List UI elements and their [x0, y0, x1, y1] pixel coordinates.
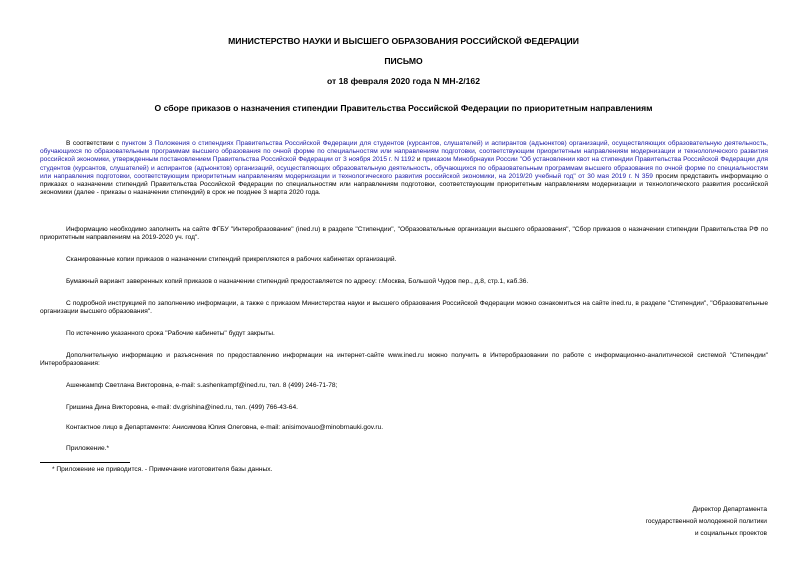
order-link[interactable]: приказом Минобрнауки России "Об установлении квот на стипендии Правительства Российской Федерации для студентов (курсантов, слушателей) и аспирантов (адъюнктов) организаций, осуществляющих образовательную деятельность, обучающихся по образовательным программам высшего образования по очной форме по специальностям или направления подготовки, соответствующим приоритетным направлениям модернизации и технологического развития российской экономики, на 2019/20 учебный год" от 30 мая 2019 г. N 359	[40, 156, 768, 180]
paragraph-5: С подробной инструкцией по заполнению информации, а также с приказом Министерства науки и высшего образования Российской Федерации можно ознакомиться на сайте ined.ru, в разделе "Стипендии", "Образовательные организации высшего образования".	[40, 300, 768, 316]
paragraph-6: По истечению указанного срока "Рабочие кабинеты" будут закрыты.	[66, 330, 275, 337]
document-date-number: от 18 февраля 2020 года N МН-2/162	[327, 76, 480, 86]
document-type: ПИСЬМО	[384, 56, 423, 66]
paragraph-2: Информацию необходимо заполнить на сайте ФГБУ "Интеробразование" (ined.ru) в разделе "Стипендии", "Образовательные организации высшего образования", "Сбор приказов о назначении стипендии Правительства РФ по приоритетным направлениям на 2019-2020 уч. год".	[40, 226, 768, 242]
appendix-label: Приложение.*	[66, 445, 110, 452]
footnote-divider	[40, 462, 130, 463]
regulation-link[interactable]: пунктом 3 Положения о стипендиях Правительства Российской Федерации для студентов (курсантов, слушателей) и аспирантов (адъюнктов) организаций, осуществляющих образовательную деятельность, обучающихся по образовательным программам высшего образования по очной форме по специальностям или направлениям подготовки, соответствующим приоритетным направлениям модернизации и технологического развития российской экономики, утвержденным постановлением Правительства Российской Федерации от 3 ноября 2015 г. N 1192	[40, 140, 768, 164]
paragraph-1	[40, 140, 768, 197]
ministry-heading: МИНИСТЕРСТВО НАУКИ И ВЫСШЕГО ОБРАЗОВАНИЯ РОССИЙСКОЙ ФЕДЕРАЦИИ	[228, 36, 579, 46]
paragraph-1-text-b: и	[415, 156, 423, 164]
signature-line-3: и социальных проектов	[694, 530, 767, 537]
footnote: * Приложение не приводится. - Примечание изготовителя базы данных.	[52, 466, 273, 473]
paragraph-7: Дополнительную информацию и разъяснения по предоставлению информации на интернет-сайте www.ined.ru можно получить в Интеробразовании по работе с информационно-аналитической системой "Стипендии" Интеробразования:	[40, 352, 768, 368]
document-subject: О сборе приказов о назначения стипендии Правительства Российской Федерации по приоритетным направлениям	[154, 103, 653, 113]
signature-block	[646, 504, 767, 540]
contact-ashenkampf: Ашенкампф Светлана Викторовна, e-mail: s.ashenkampf@ined.ru, тел. 8 (499) 246-71-78;	[66, 382, 338, 389]
paragraph-1-text-c: просим представить информацию о приказах о назначении стипендий Правительства Российской Федерации по специальностям или направлениям подготовки, соответствующим приоритетным направлениям модернизации и технологического развития российской экономики (далее - приказы о назначении стипендий) в срок не позднее 3 марта 2020 года.	[40, 172, 768, 197]
paragraph-1-text-a: В соответствии с	[66, 140, 122, 147]
contact-grishina: Гришина Дина Викторовна, e-mail: dv.grishina@ined.ru, тел. (499) 766-43-64.	[66, 404, 298, 411]
contact-department: Контактное лицо в Департаменте: Анисимова Юлия Олеговна, e-mail: anisimovauo@minobrnauki.gov.ru.	[66, 424, 384, 431]
paragraph-3: Сканированные копии приказов о назначении стипендий прикрепляются в рабочих кабинетах организаций.	[66, 256, 397, 263]
signature-line-1: Директор Департамента	[692, 506, 767, 513]
paragraph-4: Бумажный вариант заверенных копий приказов о назначении стипендий предоставляется по адресу: г.Москва, Большой Чудов пер., д.8, стр.1, каб.36.	[66, 278, 529, 285]
signature-line-2: государственной молодежной политики	[645, 518, 767, 525]
